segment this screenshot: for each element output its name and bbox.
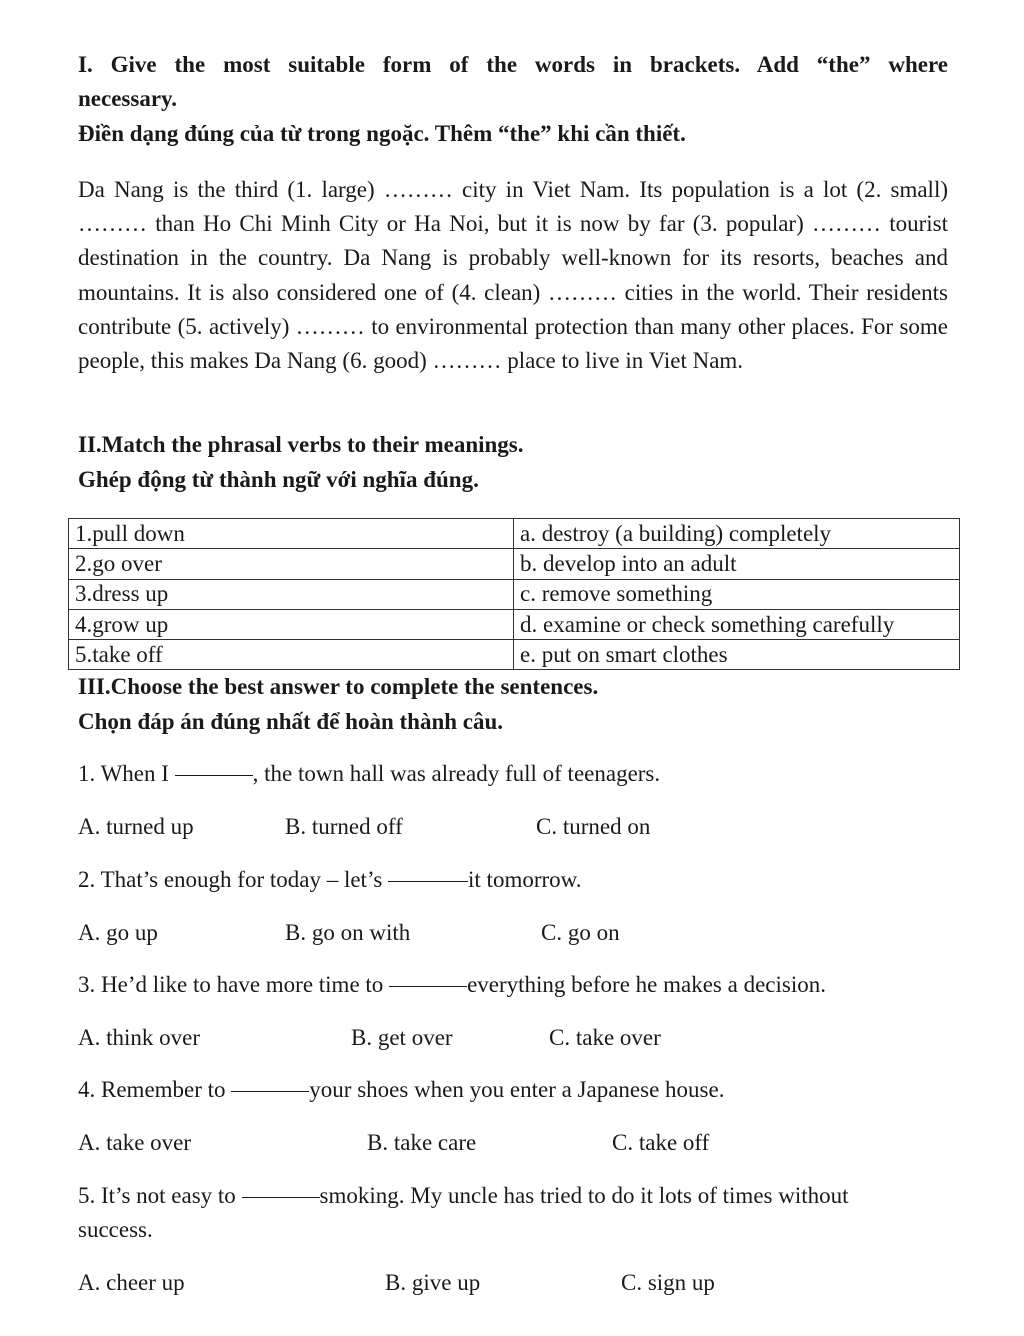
question-4-after: your shoes when you enter a Japanese house. bbox=[309, 1077, 725, 1102]
option-a: A. turned up bbox=[78, 814, 194, 839]
option-a: A. cheer up bbox=[78, 1270, 185, 1295]
phrasal-verb-cell: 4.grow up bbox=[69, 609, 514, 639]
question-5 bbox=[78, 1183, 849, 1209]
answer-blank bbox=[231, 1091, 309, 1092]
question-4-before: 4. Remember to bbox=[78, 1077, 232, 1102]
table-row bbox=[69, 609, 960, 639]
table-row bbox=[69, 549, 960, 579]
question-3 bbox=[78, 972, 826, 998]
option-a: A. think over bbox=[78, 1025, 201, 1050]
question-5-before: 5. It’s not easy to bbox=[78, 1183, 242, 1208]
question-2-before: 2. That’s enough for today – let’s bbox=[78, 867, 389, 892]
section3-title: III.Choose the best answer to complete the sentences. bbox=[78, 674, 599, 699]
phrasal-verb-cell: 5.take off bbox=[69, 640, 514, 670]
option-b: B. give up bbox=[385, 1270, 481, 1295]
option-b: B. get over bbox=[351, 1025, 453, 1050]
meaning-cell: c. remove something bbox=[514, 579, 960, 609]
question-2-after: it tomorrow. bbox=[468, 867, 582, 892]
meaning-cell: e. put on smart clothes bbox=[514, 640, 960, 670]
question-2 bbox=[78, 867, 582, 893]
meaning-cell: a. destroy (a building) completely bbox=[514, 519, 960, 549]
section2-title: II.Match the phrasal verbs to their meanings. bbox=[78, 432, 524, 457]
section1-title-line2: necessary. bbox=[78, 86, 178, 111]
option-b: B. turned off bbox=[285, 814, 403, 839]
option-a: A. go up bbox=[78, 920, 158, 945]
option-c: C. take off bbox=[612, 1130, 710, 1155]
section2-subtitle: Ghép động từ thành ngữ với nghĩa đúng. bbox=[78, 467, 479, 492]
answer-blank bbox=[175, 775, 253, 776]
option-c: C. go on bbox=[541, 920, 620, 945]
option-c: C. turned on bbox=[536, 814, 651, 839]
table-row bbox=[69, 640, 960, 670]
answer-blank bbox=[242, 1197, 320, 1198]
section3-subtitle: Chọn đáp án đúng nhất để hoàn thành câu. bbox=[78, 709, 504, 734]
answer-blank bbox=[388, 881, 468, 882]
option-c: C. sign up bbox=[621, 1270, 715, 1295]
question-1 bbox=[78, 761, 660, 787]
section1-paragraph: Da Nang is the third (1. large) ……… city in Viet Nam. Its population is a lot (2. small) ……… than Ho Chi Minh City or Ha Noi, but it is now by far (3. popular) ……… tourist destination in the country. Da Nang is probably well-known for its resorts, beaches and mountains. It is also considered one of (4. clean) ……… cities in the world. Their residents contribute (5. actively) ……… to environmental protection than many other places. For some people, this makes Da Nang (6. good) ……… place to live in Viet Nam. bbox=[78, 177, 948, 374]
section1-title-line1: I. Give the most suitable form of the words in brackets. Add “the” where bbox=[78, 52, 948, 77]
option-b: B. go on with bbox=[285, 920, 411, 945]
question-3-before: 3. He’d like to have more time to bbox=[78, 972, 390, 997]
phrasal-verb-cell: 1.pull down bbox=[69, 519, 514, 549]
phrasal-verb-cell: 3.dress up bbox=[69, 579, 514, 609]
question-5-after: smoking. My uncle has tried to do it lots of times without bbox=[319, 1183, 849, 1208]
question-1-after: , the town hall was already full of teenagers. bbox=[252, 761, 661, 786]
phrasal-verb-cell: 2.go over bbox=[69, 549, 514, 579]
table-row bbox=[69, 579, 960, 609]
meaning-cell: b. develop into an adult bbox=[514, 549, 960, 579]
option-c: C. take over bbox=[549, 1025, 661, 1050]
question-5-continuation: success. bbox=[78, 1217, 153, 1242]
table-row bbox=[69, 519, 960, 549]
option-b: B. take care bbox=[367, 1130, 477, 1155]
meaning-cell: d. examine or check something carefully bbox=[514, 609, 960, 639]
answer-blank bbox=[389, 986, 467, 987]
question-4 bbox=[78, 1077, 724, 1103]
question-1-before: 1. When I bbox=[78, 761, 175, 786]
matching-table bbox=[68, 518, 960, 670]
section1-subtitle: Điền dạng đúng của từ trong ngoặc. Thêm “the” khi cần thiết. bbox=[78, 121, 686, 146]
question-3-after: everything before he makes a decision. bbox=[467, 972, 826, 997]
option-a: A. take over bbox=[78, 1130, 192, 1155]
